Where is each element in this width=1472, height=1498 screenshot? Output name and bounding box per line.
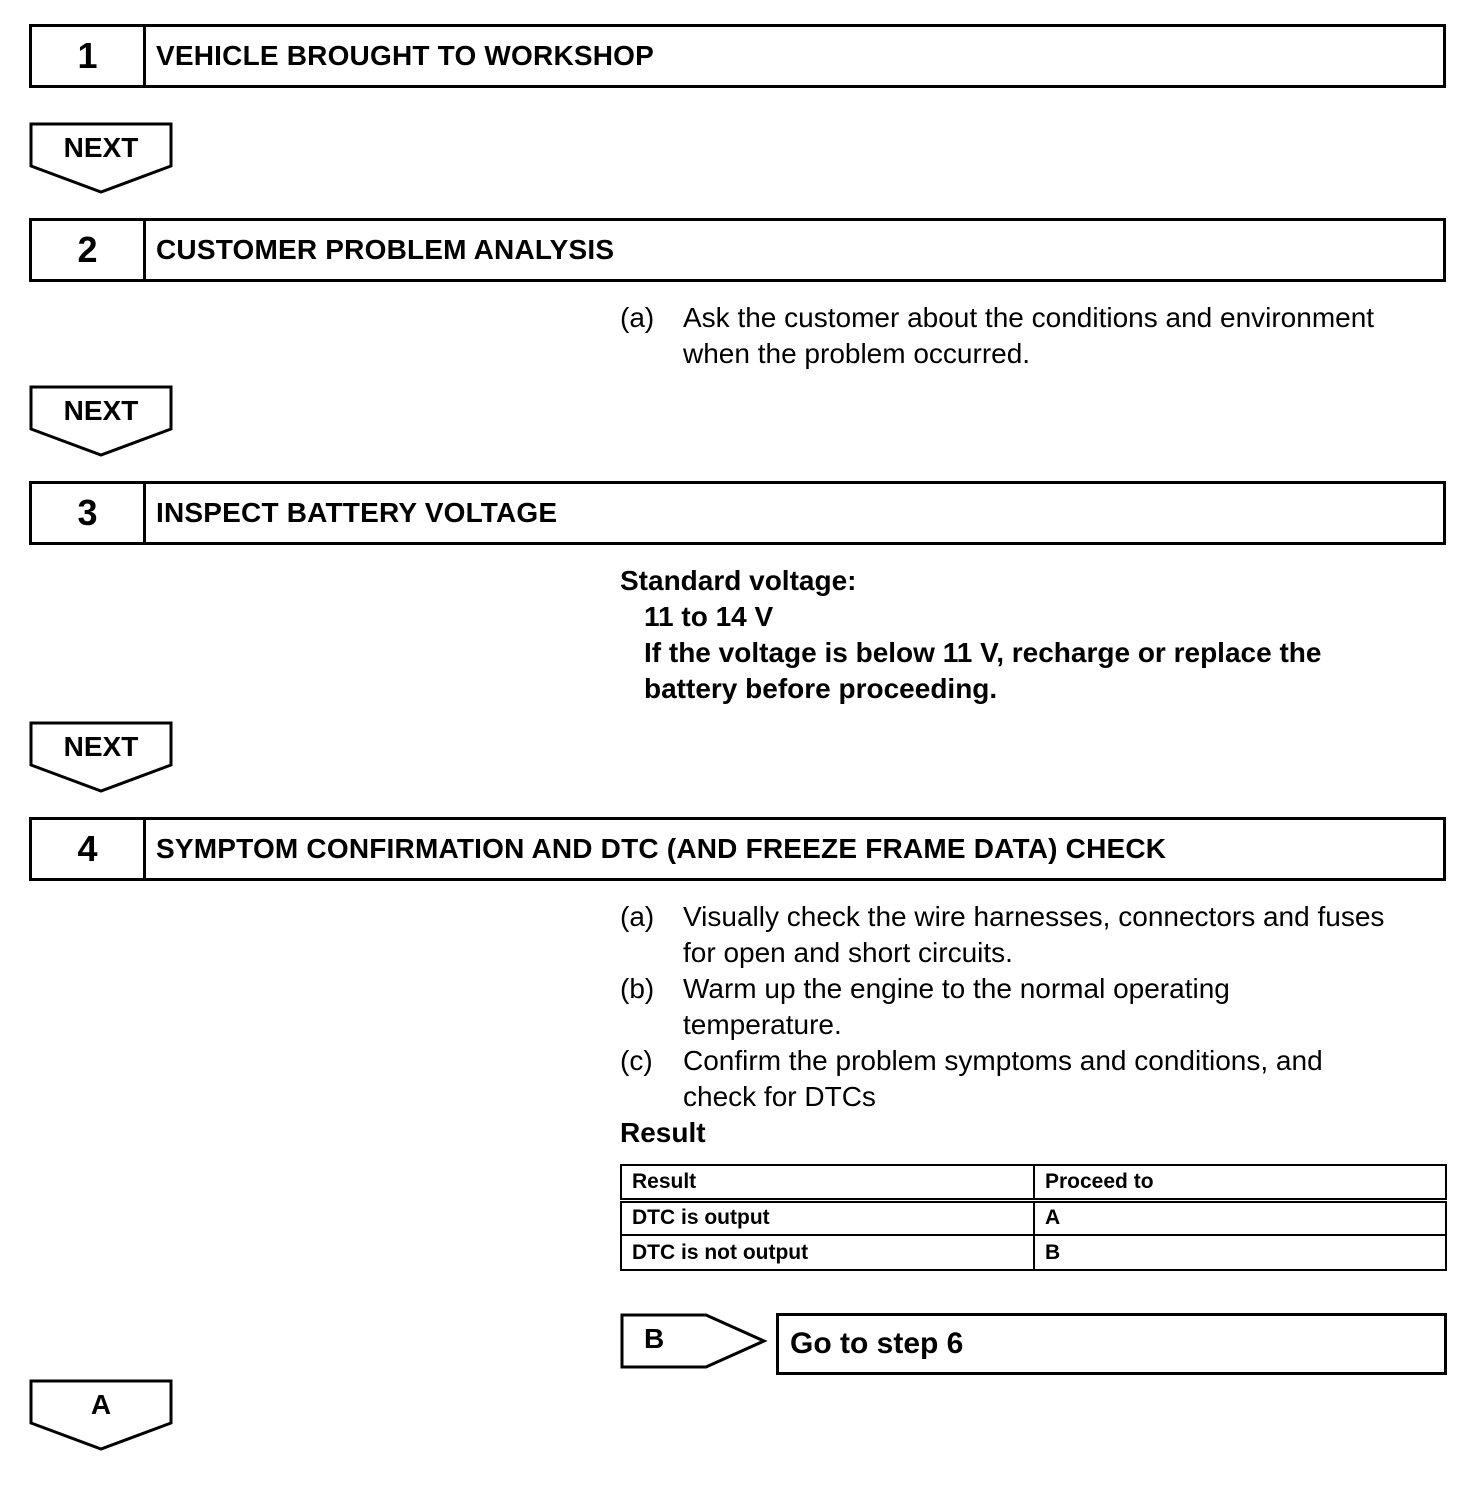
step-2-header [29, 218, 1446, 282]
branch-a-button[interactable] [29, 1379, 175, 1453]
step-number: 2 [32, 221, 146, 279]
spec-note-line: battery before proceeding. [644, 673, 998, 704]
item-line: check for DTCs [683, 1081, 876, 1112]
item-line: Ask the customer about the conditions and environment [683, 302, 1375, 333]
step-title: INSPECT BATTERY VOLTAGE [156, 497, 558, 528]
item-line: Visually check the wire harnesses, connectors and fuses [683, 901, 1385, 932]
item-line: for open and short circuits. [683, 937, 1013, 968]
next-label: NEXT [63, 395, 139, 426]
next-label: NEXT [63, 132, 139, 163]
branch-label: A [90, 1389, 112, 1420]
table-header-row [621, 1165, 1446, 1200]
column-header: Proceed to [1034, 1165, 1446, 1200]
item-line: when the problem occurred. [683, 338, 1031, 369]
step-number: 1 [32, 27, 146, 85]
right-arrow-box-icon [620, 1313, 768, 1371]
item-mark: (a) [620, 302, 655, 333]
next-button-3[interactable] [29, 721, 175, 795]
battery-spec [620, 563, 1321, 707]
table-cell: B [1034, 1235, 1446, 1270]
step-1-header [29, 24, 1446, 88]
step-4-header [29, 817, 1446, 881]
result-table [620, 1164, 1447, 1271]
instruction-item [620, 899, 1384, 971]
item-mark: (a) [620, 901, 655, 932]
branch-b-button[interactable] [620, 1313, 768, 1371]
result-heading: Result [620, 1117, 706, 1148]
spec-label: Standard voltage: [620, 565, 857, 596]
table-cell: A [1034, 1200, 1446, 1235]
table-row [621, 1235, 1446, 1270]
spec-value: 11 to 14 V [644, 601, 774, 632]
branch-label: B [644, 1323, 665, 1354]
step-title: SYMPTOM CONFIRMATION AND DTC (AND FREEZE FRAME DATA) CHECK [156, 833, 1167, 864]
next-button-1[interactable] [29, 122, 175, 196]
go-to-step-6-box: Go to step 6 [776, 1313, 1447, 1375]
step-number: 4 [32, 820, 146, 878]
column-header: Result [621, 1165, 1034, 1200]
step-number: 3 [32, 484, 146, 542]
step-title: VEHICLE BROUGHT TO WORKSHOP [156, 40, 655, 71]
item-mark: (c) [620, 1045, 653, 1076]
item-line: Confirm the problem symptoms and conditions, and [683, 1045, 1323, 1076]
table-cell: DTC is not output [621, 1235, 1034, 1270]
step-4-instructions [620, 899, 1384, 1151]
instruction-item [620, 971, 1384, 1043]
next-label: NEXT [63, 731, 139, 762]
spec-note-line: If the voltage is below 11 V, recharge or replace the [644, 637, 1322, 668]
step-2-instructions [620, 300, 1374, 372]
instruction-item [620, 1043, 1384, 1115]
item-line: Warm up the engine to the normal operating [683, 973, 1230, 1004]
instruction-item [620, 300, 1374, 372]
step-3-header [29, 481, 1446, 545]
item-mark: (b) [620, 973, 655, 1004]
next-button-2[interactable] [29, 385, 175, 459]
step-title: CUSTOMER PROBLEM ANALYSIS [156, 234, 615, 265]
table-row [621, 1200, 1446, 1235]
table-cell: DTC is output [621, 1200, 1034, 1235]
item-line: temperature. [683, 1009, 842, 1040]
